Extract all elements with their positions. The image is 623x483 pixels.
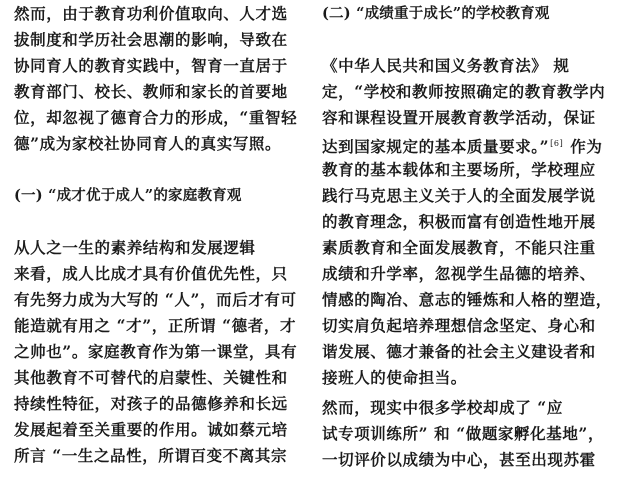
text-line: 能造就有用之 “才”，正所谓 “德者，才	[14, 316, 297, 335]
text-line: 从人之一生的素养结构和发展逻辑	[14, 238, 256, 257]
text-line: 所言 “一生之品性，所谓百变不离其宗	[14, 446, 288, 465]
text-line: 接班人的使命担当。	[322, 368, 467, 387]
text-line: 情感的陶冶、意志的锤炼和人格的塑造，	[322, 290, 612, 309]
text-line: 切实肩负起培养理想信念坚定、身心和	[322, 316, 596, 335]
text-line: 素质教育和全面发展教育，不能只注重	[322, 238, 596, 257]
text-line: 教育的基本载体和主要场所，学校理应	[322, 160, 596, 179]
text-line: 来看，成人比成才具有价值优先性，只	[14, 264, 288, 283]
text-line: 一切评价以成绩为中心，甚至出现苏霍	[322, 450, 596, 469]
text-line: 成绩和升学率，忽视学生品德的培养、	[322, 264, 596, 283]
text-line: 践行马克思主义关于人的全面发展学说	[322, 186, 596, 205]
footnote-marker[interactable]: [6]	[550, 139, 564, 148]
text-segment: 作为	[564, 137, 603, 157]
text-line: 有先努力成为大写的 “人”，而后才有可	[14, 290, 297, 309]
text-line: 拔制度和学历社会思潮的影响，导致在	[14, 30, 288, 49]
text-line	[322, 132, 603, 156]
text-line: 试专项训练所” 和 “做题家孵化基地”，	[322, 424, 605, 443]
text-line: 谐发展、德才兼备的社会主义建设者和	[322, 342, 596, 361]
text-line: 位，却忽视了德育合力的形成，“重智轻	[14, 108, 298, 127]
text-line: 《中华人民共和国义务教育法》 规	[322, 56, 570, 75]
text-line: 定，“学校和教师按照确定的教育教学内	[322, 82, 606, 101]
text-line: 然而，现实中很多学校却成了 “应	[322, 398, 563, 417]
text-line: 然而，由于教育功利价值取向、人才选	[14, 4, 288, 23]
text-line: 协同育人的教育实践中，智育一直居于	[14, 56, 288, 75]
text-segment: 达到国家规定的基本质量要求。”	[322, 137, 550, 157]
text-line: 持续性特征，对孩子的品德修养和长远	[14, 394, 288, 413]
text-line: 德”成为家校社协同育人的真实写照。	[14, 134, 282, 153]
text-line: 其他教育不可替代的启蒙性、关键性和	[14, 368, 288, 387]
text-line: 容和课程设置开展教育教学活动，保证	[322, 108, 596, 127]
text-line: 发展起着至关重要的作用。诚如蔡元培	[14, 420, 288, 439]
section-heading-family: (一) “成才优于成人”的家庭教育观	[14, 187, 242, 204]
text-line: 教育部门、校长、教师和家长的首要地	[14, 82, 288, 101]
text-line: 的教育理念，积极而富有创造性地开展	[322, 212, 596, 231]
text-line: 之帅也”。家庭教育作为第一课堂，具有	[14, 342, 298, 361]
section-heading-school: (二) “成绩重于成长”的学校教育观	[322, 5, 550, 22]
